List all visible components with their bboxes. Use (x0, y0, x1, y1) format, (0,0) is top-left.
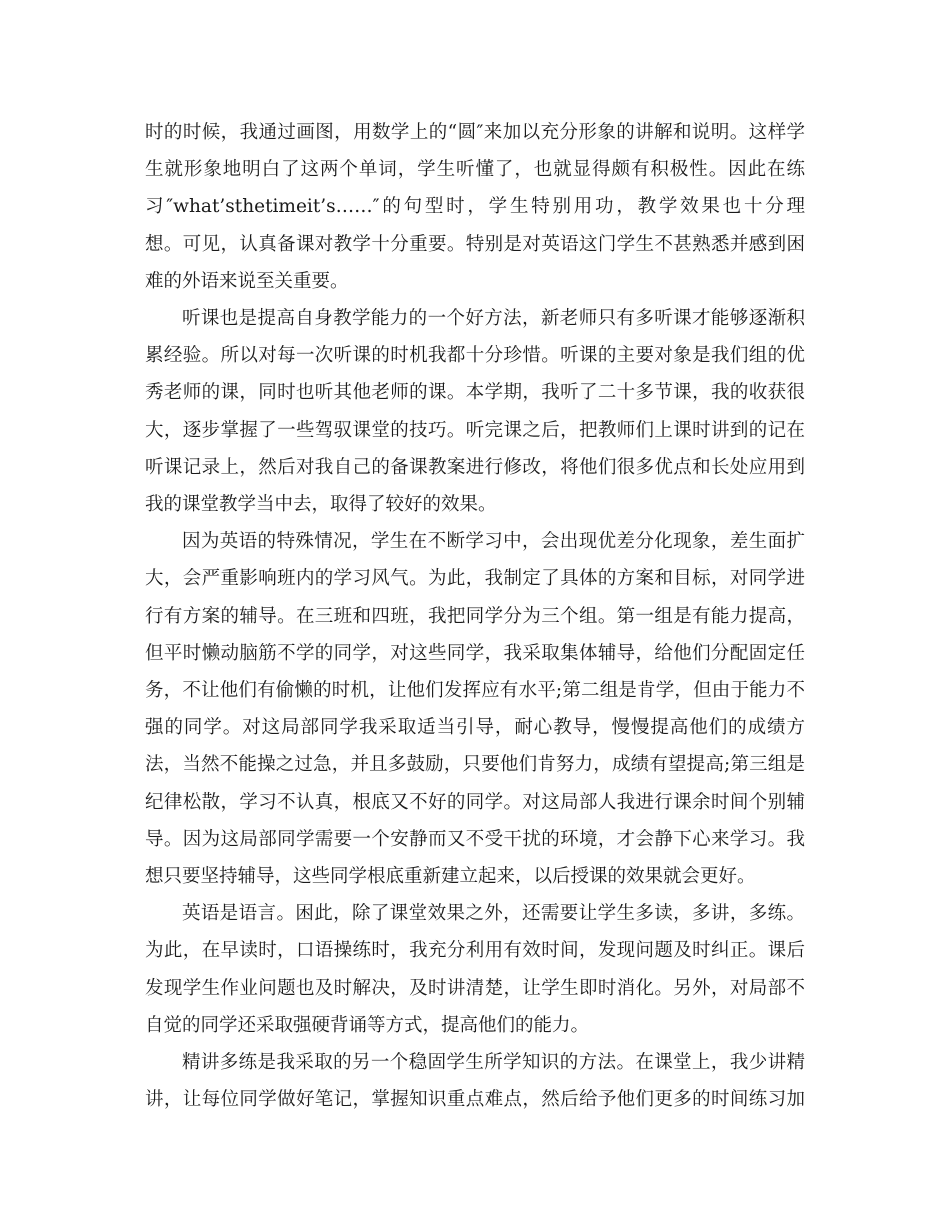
text-line: 我的课堂教学当中去，取得了较好的效果。 (145, 494, 497, 516)
text-line: 法，当然不能操之过急，并且多鼓励，只要他们肯努力，成绩有望提高;第三组是 (145, 754, 805, 776)
text-line: 为此，在早读时，口语操练时，我充分利用有效时间，发现问题及时纠正。课后 (145, 940, 805, 962)
text-line: 生就形象地明白了这两个单词，学生听懂了，也就显得颇有积极性。因此在练 (145, 159, 805, 181)
text-line: 强的同学。对这局部同学我采取适当引导，耐心教导，慢慢提高他们的成绩方 (145, 717, 805, 739)
paragraph-3 (145, 523, 805, 895)
text-line: 累经验。所以对每一次听课的时机我都十分珍惜。听课的主要对象是我们组的优 (145, 345, 805, 367)
text-line: 但平时懒动脑筋不学的同学，对这些同学，我采取集体辅导，给他们分配固定任 (145, 642, 805, 664)
text-line: 大，会严重影响班内的学习风气。为此，我制定了具体的方案和目标，对同学进 (145, 568, 805, 590)
text-line: 讲，让每位同学做好笔记，掌握知识重点难点，然后给予他们更多的时间练习加 (145, 1089, 805, 1111)
text-line: 想。可见，认真备课对教学十分重要。特别是对英语这门学生不甚熟悉并感到困 (145, 233, 805, 255)
document-body (145, 114, 805, 1118)
text-line: 务，不让他们有偷懒的时机，让他们发挥应有水平;第二组是肯学，但由于能力不 (145, 680, 805, 702)
text-line: 习″what’sthetimeit’s……″的句型时，学生特别用功，教学效果也十分理 (145, 196, 805, 218)
text-line: 发现学生作业问题也及时解决，及时讲清楚，让学生即时消化。另外，对局部不 (145, 977, 805, 999)
paragraph-5 (145, 1044, 805, 1118)
text-line: 难的外语来说至关重要。 (145, 270, 349, 292)
text-line: 精讲多练是我采取的另一个稳固学生所学知识的方法。在课堂上，我少讲精 (182, 1052, 805, 1074)
paragraph-4 (145, 895, 805, 1044)
paragraph-1 (145, 114, 805, 300)
text-line: 想只要坚持辅导，这些同学根底重新建立起来，以后授课的效果就会更好。 (145, 866, 756, 888)
text-line: 秀老师的课，同时也听其他老师的课。本学期，我听了二十多节课，我的收获很 (145, 382, 805, 404)
paragraph-2 (145, 300, 805, 523)
text-line: 导。因为这局部同学需要一个安静而又不受干扰的环境，才会静下心来学习。我 (145, 828, 805, 850)
text-line: 时的时候，我通过画图，用数学上的“圆″来加以充分形象的讲解和说明。这样学 (145, 122, 805, 143)
text-line: 大，逐步掌握了一些驾驭课堂的技巧。听完课之后，把教师们上课时讲到的记在 (145, 419, 805, 441)
text-line: 因为英语的特殊情况，学生在不断学习中，会出现优差分化现象，差生面扩 (182, 531, 805, 553)
text-line: 纪律松散，学习不认真，根底又不好的同学。对这局部人我进行课余时间个别辅 (145, 791, 805, 813)
text-line: 听课也是提高自身教学能力的一个好方法，新老师只有多听课才能够逐渐积 (182, 308, 805, 330)
text-line: 听课记录上，然后对我自己的备课教案进行修改，将他们很多优点和长处应用到 (145, 456, 805, 478)
text-line: 自觉的同学还采取强硬背诵等方式，提高他们的能力。 (145, 1014, 590, 1036)
text-line: 行有方案的辅导。在三班和四班，我把同学分为三个组。第一组是有能力提高， (145, 605, 805, 627)
text-line: 英语是语言。困此，除了课堂效果之外，还需要让学生多读，多讲，多练。 (182, 903, 805, 925)
